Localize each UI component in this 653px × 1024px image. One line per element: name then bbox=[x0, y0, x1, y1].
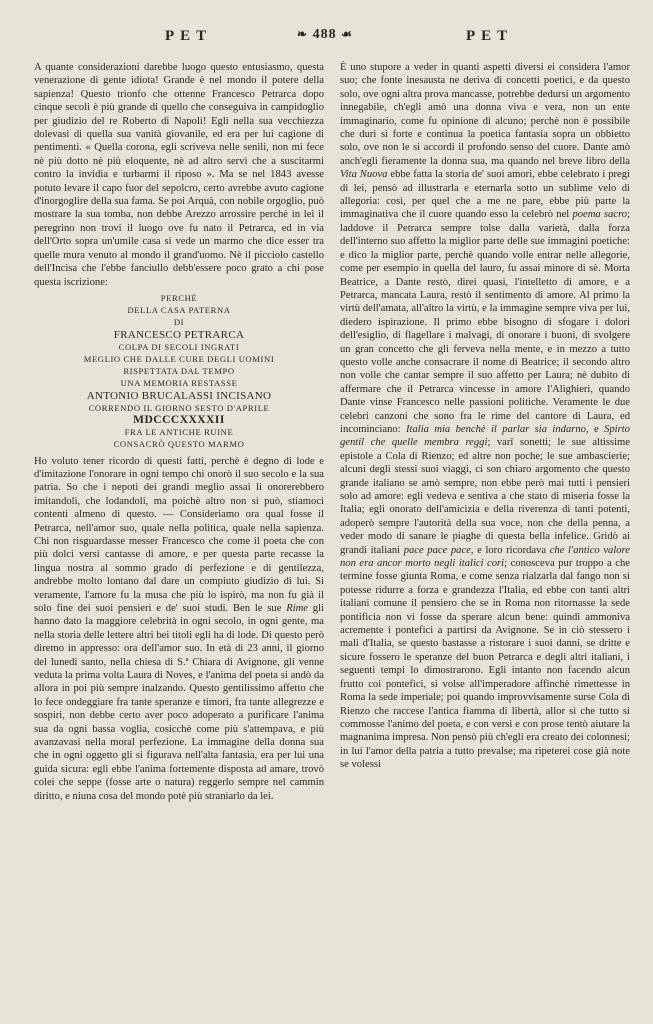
text-run: ebbe fatta la storia de' suoi amori, ebbe celebrato i pregi di lei, pensò ad illustrarla e eternarla sotto un sublime velo di allegoria: così, per quel che a me ne pare, ebbe più parte la immaginativa che il cuore quando esso la celebrò nel bbox=[340, 169, 630, 221]
inscription-line: RISPETTATA DAL TEMPO bbox=[123, 366, 235, 377]
italic-quote: Spirto gentil che quelle membra reggi bbox=[340, 423, 630, 449]
page-number-value: 488 bbox=[312, 27, 337, 42]
ornament-right-icon: ☙ bbox=[341, 27, 353, 41]
text-run: , e loro ricordava bbox=[470, 544, 550, 556]
italic-quote: che l'antico valore non era ancor morto negli italici cori bbox=[340, 544, 630, 570]
inscription-line: MEGLIO CHE DALLE CURE DEGLI UOMINI bbox=[83, 353, 275, 364]
text-run: gli hanno dato la maggiore celebrità in ogni secolo, in ogni gente, ma nella storia delle lettere altri bei titoli egli ha di lode. Di questo però diremo in appresso: ora dell'amor suo. In età di 23 anni, il giorno del lunedì santo, nella chiesa di S.ª Chiara di Avignone, gli venne veduta la prima volta Laura di Noves, e l'anima del poeta si andò da allora in poi più sempre inalzando. Questo gentilissimo affetto che lo fece ondeggiare fra tante speranze e timori, fra tante allegrezze e sospiri, non debbe certo aver poco adoperato a purificare l'anima sua da ogni bassa voglia, cosicchè come più s'attempava, e più avanzavasi nella moral perfezione. La immagine della donna sua che in ogni oggetto gli si figurava nell'alta fantasia, era per lui una guida sicura: egli ebbe l'anima fortemente disposta ad amare, trovò colei che seppe (fosse arte o natura) reggerlo sempre nel cammin diritto, e niuna cosa del mondo potè più straniarlo da lei. bbox=[34, 603, 324, 802]
inscription-line: COLPA DI SECOLI INGRATI bbox=[118, 341, 240, 352]
running-head bbox=[0, 22, 653, 52]
running-head-right: PET bbox=[466, 28, 514, 44]
inscription bbox=[34, 292, 324, 451]
text-run: È uno stupore a veder in quanti aspetti diversi ei considera l'amor suo; che fonte inesausta ne deriva di concetti poetici, e da questo solo, ove ogni altra prova mancasse, potrebbe dedursi un argomento innegabile, ch'egli amò una donna viva e vera, non un ente immaginario, come fu opinione di alcuno; perchè non è possibile che duri sì forte e continua la poetica fantasia sopra un obbietto solo, ove non le si accordi il profondo senso del cuore. Dante amò anch'egli fieramente la donna sua, ma quando nel breve libro della bbox=[340, 62, 630, 167]
inscription-line: DELLA CASA PATERNA bbox=[127, 305, 231, 316]
inscription-line: UNA MEMORIA RESTASSE bbox=[120, 378, 238, 389]
inscription-line: FRANCESCO PETRARCA bbox=[113, 328, 245, 341]
inscription-line: FRA LE ANTICHE RUINE bbox=[124, 427, 234, 438]
text-run: ; laddove il Petrarca sempre tolse dalla varietà, dalla forza dell'interno suo affetto la miglior parte delle sue immagini poetiche: e dico la miglior parte, perchè quando volle entrar nelle allegorie, come per esempio in quella del lauro, fu assai minore di sè. Morta Beatrice, a Dante restò, direi quasi, l'intelletto di amore, e a Petrarca, mancata Laura, restò il sentimento di amore. Al primo la virtù dell'amata, all'altro la virtù, e la immagine sempre viva per lui, diedero ispirazione. Il primo ebbe bisogno di sfogare i dolori dell'esiglio, di flagellare i malvagi, di onorare i buoni, di svolgere un gran concetto che gli ferveva nella mente, e in mezzo a tutto questo volle anche consacrare il nome di Beatrice; il secondo altro non volle che cantar sempre il suo affetto per Laura; nè dubito di affermare che il Petrarca vincesse in amore l'Alighieri, quando Dante vinse Francesco nelle passioni politiche. Veramente le due celebri canzoni che sono fra le rime del cantore di Laura, ed incominciano: bbox=[340, 209, 630, 435]
page-number bbox=[297, 27, 353, 43]
running-head-left: PET bbox=[165, 28, 213, 44]
italic-title: Rime bbox=[286, 603, 308, 615]
right-column bbox=[340, 61, 630, 772]
inscription-line: PERCHÈ bbox=[160, 292, 198, 303]
text-run: ; varî sonetti; le sue altissime epistole a Cola di Rienzo; ed altre non poche; le sue ambascierie; alcuni degli stessi suoi viaggi, ci son chiaro argomento che questo grande italiano se amò sempre, non ebbe però mai tutti i pensieri solo ad amore: egli vedeva e sentiva a che stato di miseria fosse la Italia; egli onorato dell'amicizia e della riverenza di tanti potenti, adoperò sempre l'autorità della sua voce, non che della penna, a veder modo di sanare le piaghe di questa bella infelice. Gridò ai grandi italiani bbox=[340, 437, 631, 556]
inscription-line: CORRENDO IL GIORNO SESTO D'APRILE bbox=[88, 402, 270, 413]
inscription-line: CONSACRÒ QUESTO MARMO bbox=[113, 439, 245, 450]
inscription-line: ANTONIO BRUCALASSI INCISANO bbox=[86, 389, 272, 402]
inscription-line: MDCCCXXXXII bbox=[133, 413, 225, 426]
ornament-left-icon: ❧ bbox=[297, 27, 309, 41]
inscription-line: DI bbox=[173, 317, 185, 328]
left-paragraph-1: A quante considerazioni darebbe luogo questo entusiasmo, questa venerazione di gente idiota! Grande è nel mondo il potere della sapienza! Questo trionfo che ottenne Francesco Petrarca dopo cinque secoli è più grande di quello che conseguiva in campidoglio per giudizio del re Roberto di Napoli! Egli nella sua vecchiezza dolevasi di quella sua vanità giovanile, ed era per lui cagione di pentimenti. « Quella corona, egli scriveva nelle senili, non mi fece nè più dotto nè più eloquente, nè ad altro servì che a suscitarmi contro la invidia e turbarmi il riposo ». Ma se nel 1843 avesse potuto levare il capo fuor del sepolcro, certo avrebbe avuto cagione d'inorgoglire della sua fama. Se poi Arquà, con nobile orgoglio, può mostrare la sua tomba, non debbe Arezzo arrossire perchè in lei il peregrino non trovi il luogo ove fu nato il Petrarca, ed in via dell'Orto sopra un'umile casa si vede un marmo che dice esser tra quelle mura venuto al mondo il grand'uomo. Nè il picciolo castello dell'Incisa che l'ebbe fanciullo debb'essere poco grato a chi pose questa iscrizione: bbox=[34, 62, 324, 288]
left-paragraph-2 bbox=[34, 455, 324, 804]
text-run: ; conosceva pur troppo a che termine fosse giunta Roma, e come senza rialzarla dal fango non si potesse ridurre a forza e grandezza l'Italia, ed ebbe con tanti altri italiani comune il pensiero che se in Roma non ritornasse la sede pontificia non vi fosse da sperare alcun bene: quindi ammoniva acremente i pontefici a partirsi da Avignone. Se in ciò stessero i mali d'Italia, se questo bastasse a ristorare i suoi danni, se dritte e sicure fossero le speranze del buon Petrarca e degli altri italiani, i seguenti tempi lo dimostrarono. Egli intanto non facendo alcun frutto coi pontefici, si volse all'imperadore affinchè rimettesse in Roma la sede imperiale; poi quando improvvisamente surse Cola di Rienzo che raccese l'antica fiamma di libertà, allor sì che tutto si commosse l'animo del poeta, e con versi e con prose tentò aiutare la magnanima impresa. Non pensò più ch'egli era creato dei colonnesi; in lui l'amor della patria a tutto prevalse; ma ripeterei cose già note se volessi bbox=[340, 558, 630, 771]
left-column bbox=[34, 61, 324, 803]
italic-title: poema sacro bbox=[572, 209, 628, 221]
italic-quote: Italia mia benchè il parlar sia indarno bbox=[405, 423, 586, 435]
text-run: Ho voluto tener ricordo di questi fatti, perchè è degno di lode e d'imitazione l'onorare in ogni tempo chi onorò il suo secolo e la sua patria. So che i nepoti dei grandi meglio assai li onorerebbero imitandoli, che lodandoli, ma poichè altro non si può, stiamoci contenti almeno di questo. — Consideriamo ora qual fosse il Petrarca, nell'amor suo, quale nella politica, quale nella sapienza. Chi non risguardasse messer Francesco che come il poeta che con più dolci versi cantasse di amore, e per questa parte recasse la lingua nostra al sommo grado di perfezione e di gentilezza, andrebbe molto lontano dal dare un compiuto giudizio di lui. Si veramente, l'amore fu la musa che più lo ispirò, ma non fu già il solo fine dei suoi pensieri e de' suoi studi. Ben le sue bbox=[34, 455, 324, 615]
right-paragraph-1 bbox=[340, 61, 630, 772]
italic-quote: pace pace pace bbox=[403, 544, 471, 556]
text-run: , e bbox=[585, 423, 605, 435]
italic-title: Vita Nuova bbox=[340, 169, 388, 181]
